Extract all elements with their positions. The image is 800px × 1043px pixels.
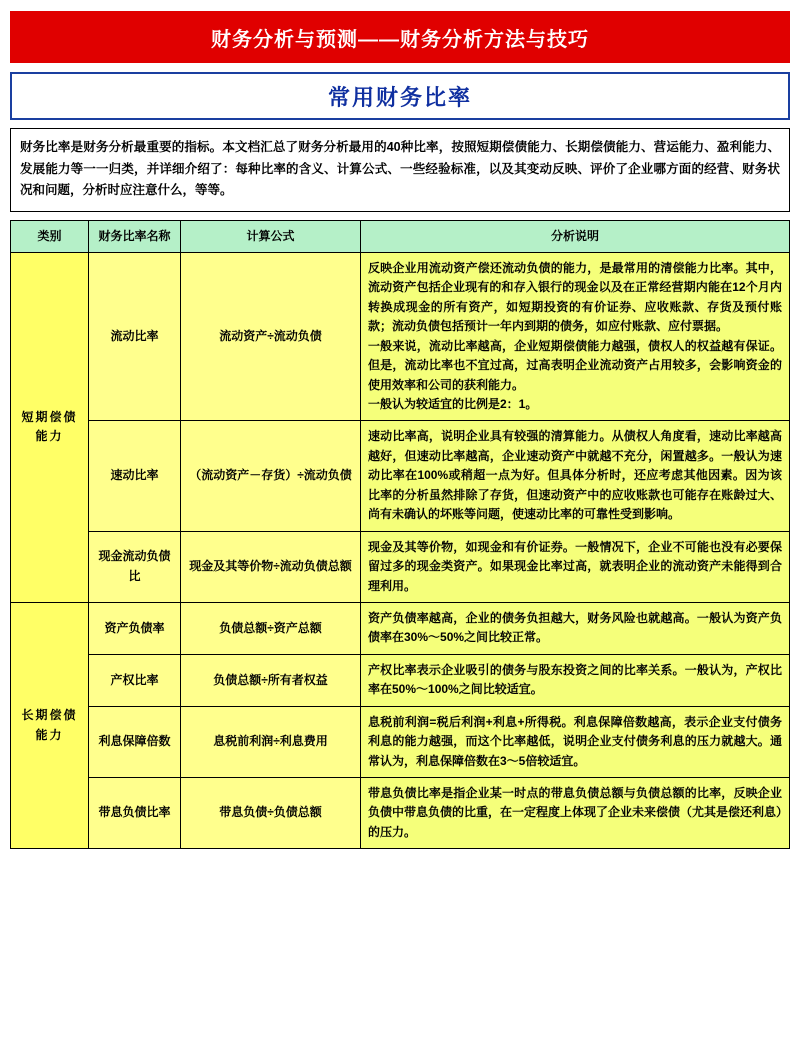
description-cell: 反映企业用流动资产偿还流动负债的能力，是最常用的清偿能力比率。其中，流动资产包括企业现有的和存入银行的现金以及在正常经营期内能在12个月内转换成现金的所有资产，如短期投资的有价证券、应收账款、存货及预付账款；流动负债包括预计一年内到期的债务，如应付账款、应付票据。 一般来说，流动比率越高，企业短期偿债能力越强，债权人的权益越有保证。但是，流动比率也不宜过高，过高表明企业流动资产占用较多，会影响资金的使用效率和公司的获利能力。 一般认为较适宜的比例是2：1。: [361, 252, 790, 421]
table-row: [11, 421, 790, 531]
intro-paragraph: 财务比率是财务分析最重要的指标。本文档汇总了财务分析最用的40种比率，按照短期偿债能力、长期偿债能力、营运能力、盈利能力、发展能力等一一归类，并详细介绍了：每种比率的含义、计算公式、一些经验标准，以及其变动反映、评价了企业哪方面的经营、财务状况和问题，分析时应注意什么，等等。: [10, 128, 790, 212]
description-cell: 产权比率表示企业吸引的债务与股东投资之间的比率关系。一般认为，产权比率在50%～100%之间比较适宜。: [361, 654, 790, 706]
table-row: [11, 252, 790, 421]
table-row: [11, 531, 790, 602]
formula-cell: 带息负债÷负债总额: [181, 778, 361, 849]
description-cell: 速动比率高，说明企业具有较强的清算能力。从债权人角度看，速动比率越高越好，但速动比率越高，企业速动资产中就越不充分，闲置越多。一般认为速动比率在100%或稍超一点为好。但具体分析时，还应考虑其他因素。因为该比率的分析虽然排除了存货，但速动资产中的应收账款也可能存在账龄过大、尚有未确认的坏账等问题，使速动比率的可靠性受到影响。: [361, 421, 790, 531]
category-cell: 短期偿债能力: [11, 252, 89, 602]
ratio-name-cell: 资产负债率: [89, 602, 181, 654]
formula-cell: 息税前利润÷利息费用: [181, 706, 361, 777]
formula-cell: 负债总额÷所有者权益: [181, 654, 361, 706]
table-header: [11, 220, 790, 252]
formula-cell: 现金及其等价物÷流动负债总额: [181, 531, 361, 602]
table-row: [11, 654, 790, 706]
table-body: [11, 252, 790, 848]
table-row: [11, 778, 790, 849]
column-header-category: 类别: [11, 220, 89, 252]
ratio-name-cell: 速动比率: [89, 421, 181, 531]
column-header-description: 分析说明: [361, 220, 790, 252]
table-header-row: [11, 220, 790, 252]
page-title: 常用财务比率: [327, 84, 472, 110]
description-cell: 息税前利润=税后利润+利息+所得税。利息保障倍数越高，表示企业支付债务利息的能力越强，而这个比率越低，说明企业支付债务利息的压力就越大。通常认为，利息保障倍数在3～5倍较适宜。: [361, 706, 790, 777]
header-banner: [10, 8, 790, 66]
ratio-name-cell: 流动比率: [89, 252, 181, 421]
formula-cell: 流动资产÷流动负债: [181, 252, 361, 421]
ratio-name-cell: 现金流动负债比: [89, 531, 181, 602]
formula-cell: 负债总额÷资产总额: [181, 602, 361, 654]
column-header-ratio-name: 财务比率名称: [89, 220, 181, 252]
subtitle-bar: [10, 72, 790, 120]
financial-ratios-table: [10, 220, 790, 850]
description-cell: 现金及其等价物，如现金和有价证券。一般情况下，企业不可能也没有必要保留过多的现金类资产。如果现金比率过高，就表明企业的流动资产未能得到合理利用。: [361, 531, 790, 602]
ratio-name-cell: 带息负债比率: [89, 778, 181, 849]
category-cell: 长期偿债能力: [11, 602, 89, 848]
ratio-name-cell: 利息保障倍数: [89, 706, 181, 777]
description-cell: 带息负债比率是指企业某一时点的带息负债总额与负债总额的比率，反映企业负债中带息负债的比重，在一定程度上体现了企业未来偿债（尤其是偿还利息）的压力。: [361, 778, 790, 849]
banner-title: 财务分析与预测——财务分析方法与技巧: [211, 28, 589, 51]
ratio-name-cell: 产权比率: [89, 654, 181, 706]
table-row: [11, 602, 790, 654]
description-cell: 资产负债率越高，企业的债务负担越大，财务风险也就越高。一般认为资产负债率在30%～50%之间比较正常。: [361, 602, 790, 654]
table-row: [11, 706, 790, 777]
column-header-formula: 计算公式: [181, 220, 361, 252]
formula-cell: （流动资产－存货）÷流动负债: [181, 421, 361, 531]
